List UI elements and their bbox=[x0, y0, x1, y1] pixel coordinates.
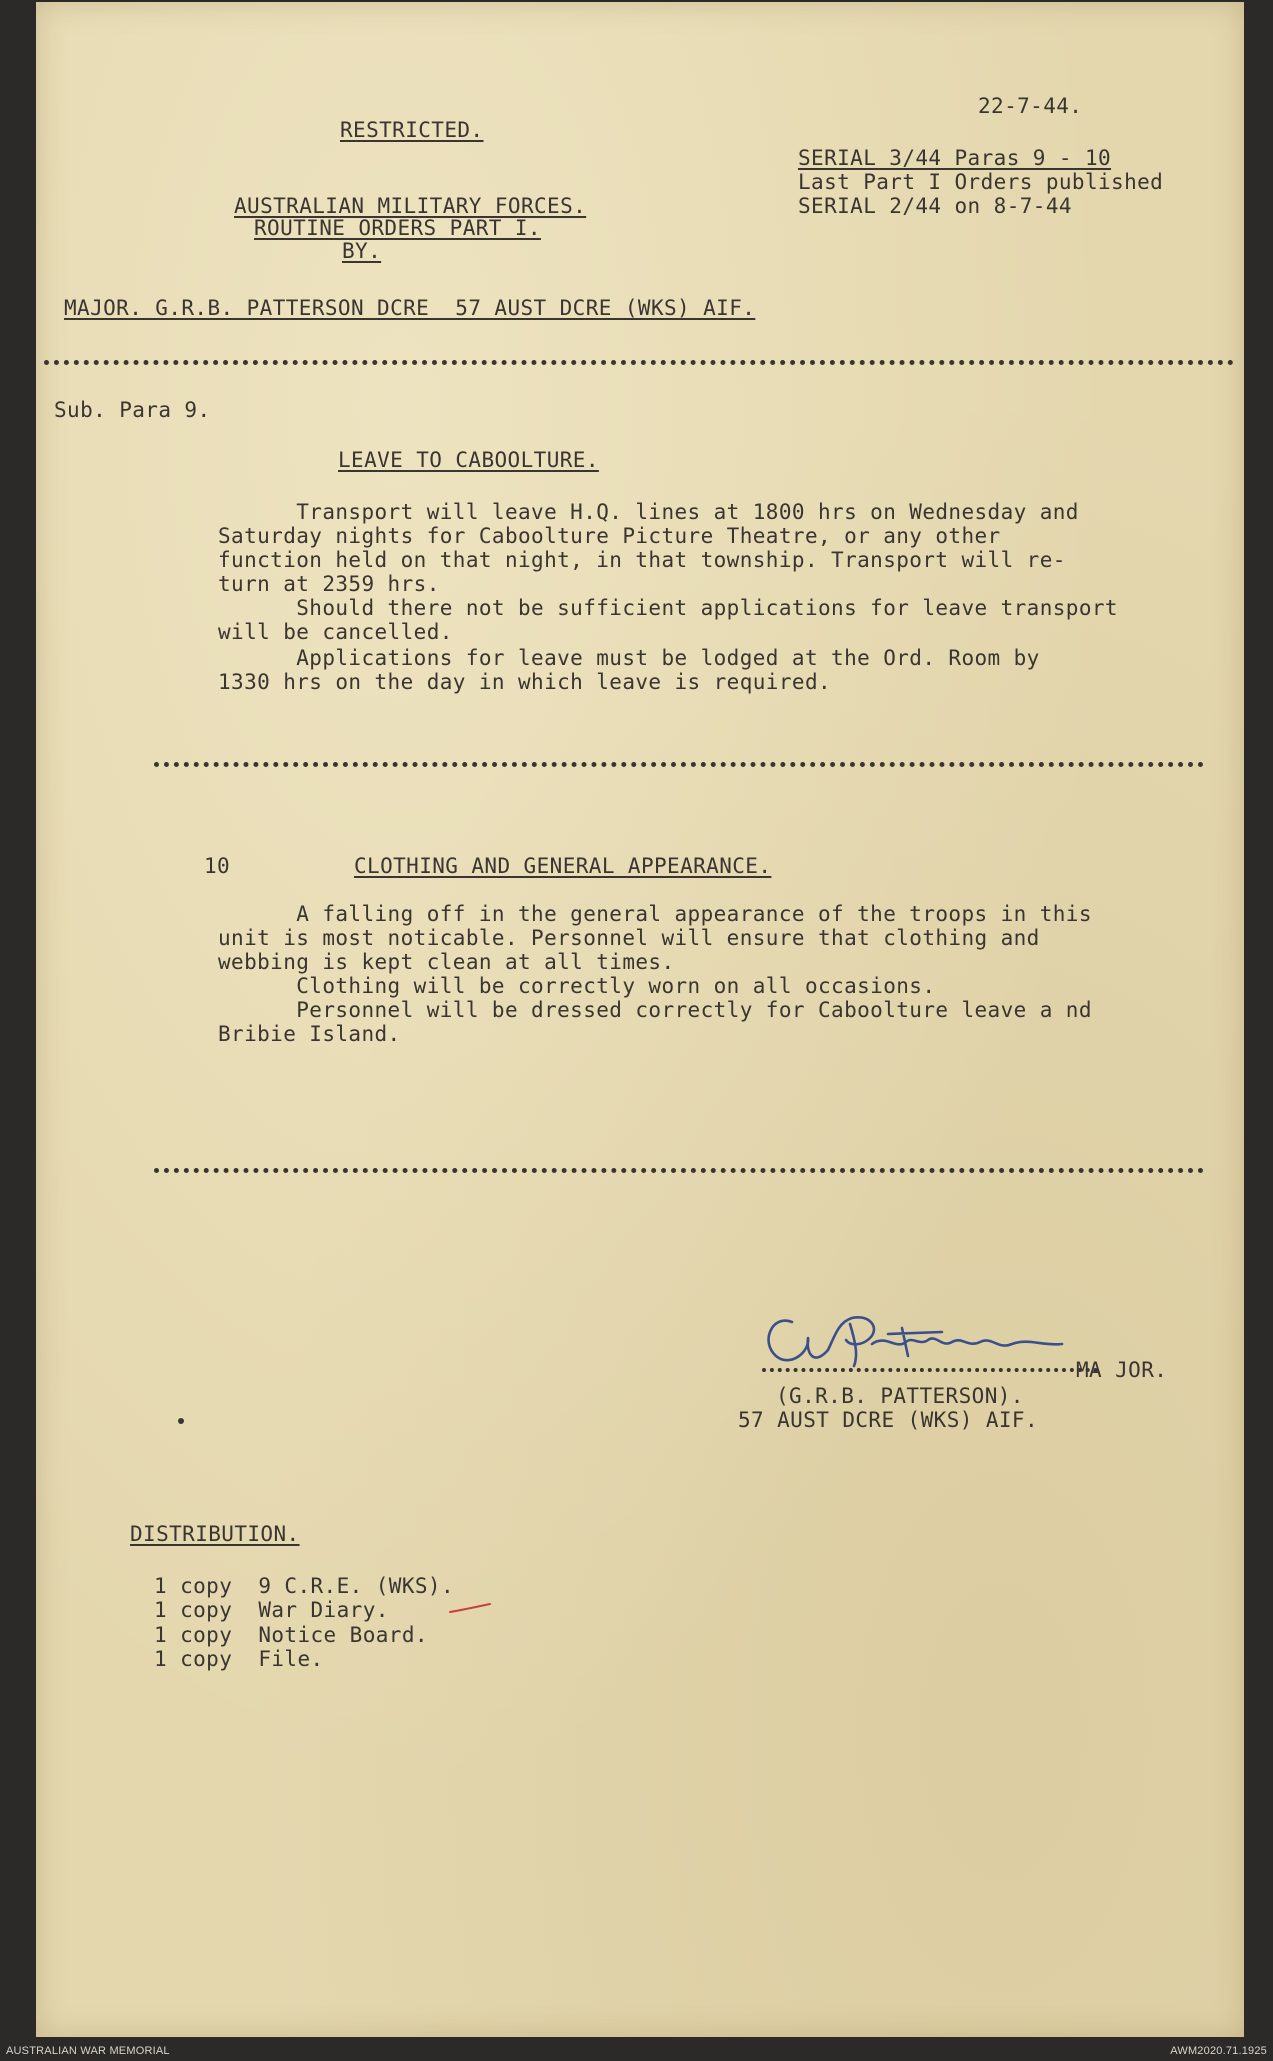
signature-name: (G.R.B. PATTERSON). bbox=[776, 1384, 1024, 1408]
signature-rank: MA JOR. bbox=[1076, 1358, 1168, 1382]
issuer-line: MAJOR. G.R.B. PATTERSON DCRE 57 AUST DCRE (WKS) AIF. bbox=[64, 296, 756, 320]
distribution-item: 1 copy War Diary. bbox=[154, 1598, 389, 1622]
divider-2 bbox=[154, 762, 1204, 767]
divider-3 bbox=[154, 1168, 1204, 1173]
serial-line-3: SERIAL 2/44 on 8-7-44 bbox=[798, 194, 1072, 218]
para10-line: A falling off in the general appearance of the troops in this bbox=[218, 902, 1092, 926]
org-line-3: BY. bbox=[342, 239, 382, 263]
para9-line: function held on that night, in that township. Transport will re- bbox=[218, 548, 1066, 572]
para10-title: CLOTHING AND GENERAL APPEARANCE. bbox=[354, 854, 772, 878]
serial-line-2: Last Part I Orders published bbox=[798, 170, 1164, 194]
para9-line: Saturday nights for Caboolture Picture Theatre, or any other bbox=[218, 524, 1001, 548]
org-line-1: AUSTRALIAN MILITARY FORCES. bbox=[234, 194, 587, 218]
para9-label: Sub. Para 9. bbox=[54, 398, 211, 422]
para9-line: 1330 hrs on the day in which leave is required. bbox=[218, 670, 832, 694]
para9-line: Should there not be sufficient applications for leave transport bbox=[218, 596, 1118, 620]
footer-source: AUSTRALIAN WAR MEMORIAL bbox=[6, 2045, 170, 2057]
footer-accession: AWM2020.71.1925 bbox=[1170, 2045, 1267, 2057]
org-line-2: ROUTINE ORDERS PART I. bbox=[254, 216, 541, 240]
para10-line: Personnel will be dressed correctly for Caboolture leave a nd bbox=[218, 998, 1092, 1022]
para10-line: unit is most noticable. Personnel will ensure that clothing and bbox=[218, 926, 1040, 950]
document-date: 22-7-44. bbox=[978, 94, 1083, 118]
para10-line: Clothing will be correctly worn on all occasions. bbox=[218, 974, 936, 998]
para9-line: Transport will leave H.Q. lines at 1800 hrs on Wednesday and bbox=[218, 500, 1079, 524]
serial-line-1: SERIAL 3/44 Paras 9 - 10 bbox=[798, 146, 1112, 170]
para9-line: will be cancelled. bbox=[218, 620, 453, 644]
document-sheet bbox=[36, 2, 1244, 2037]
signature-autograph bbox=[752, 1294, 1112, 1384]
para10-line: Bribie Island. bbox=[218, 1022, 401, 1046]
distribution-item: 1 copy 9 C.R.E. (WKS). bbox=[154, 1574, 454, 1598]
red-tick-mark bbox=[448, 1602, 492, 1616]
para10-number: 10 bbox=[204, 854, 231, 878]
para9-title: LEAVE TO CABOOLTURE. bbox=[338, 448, 599, 472]
divider-1 bbox=[44, 360, 1234, 365]
distribution-item: 1 copy File. bbox=[154, 1647, 324, 1671]
para10-line: webbing is kept clean at all times. bbox=[218, 950, 675, 974]
signature-unit: 57 AUST DCRE (WKS) AIF. bbox=[738, 1408, 1038, 1432]
classification-label: RESTRICTED. bbox=[340, 118, 484, 142]
distribution-item: 1 copy Notice Board. bbox=[154, 1623, 428, 1647]
stray-ink-dot bbox=[178, 1418, 184, 1424]
para9-line: Applications for leave must be lodged at the Ord. Room by bbox=[218, 646, 1040, 670]
para9-line: turn at 2359 hrs. bbox=[218, 572, 440, 596]
distribution-heading: DISTRIBUTION. bbox=[130, 1522, 300, 1546]
